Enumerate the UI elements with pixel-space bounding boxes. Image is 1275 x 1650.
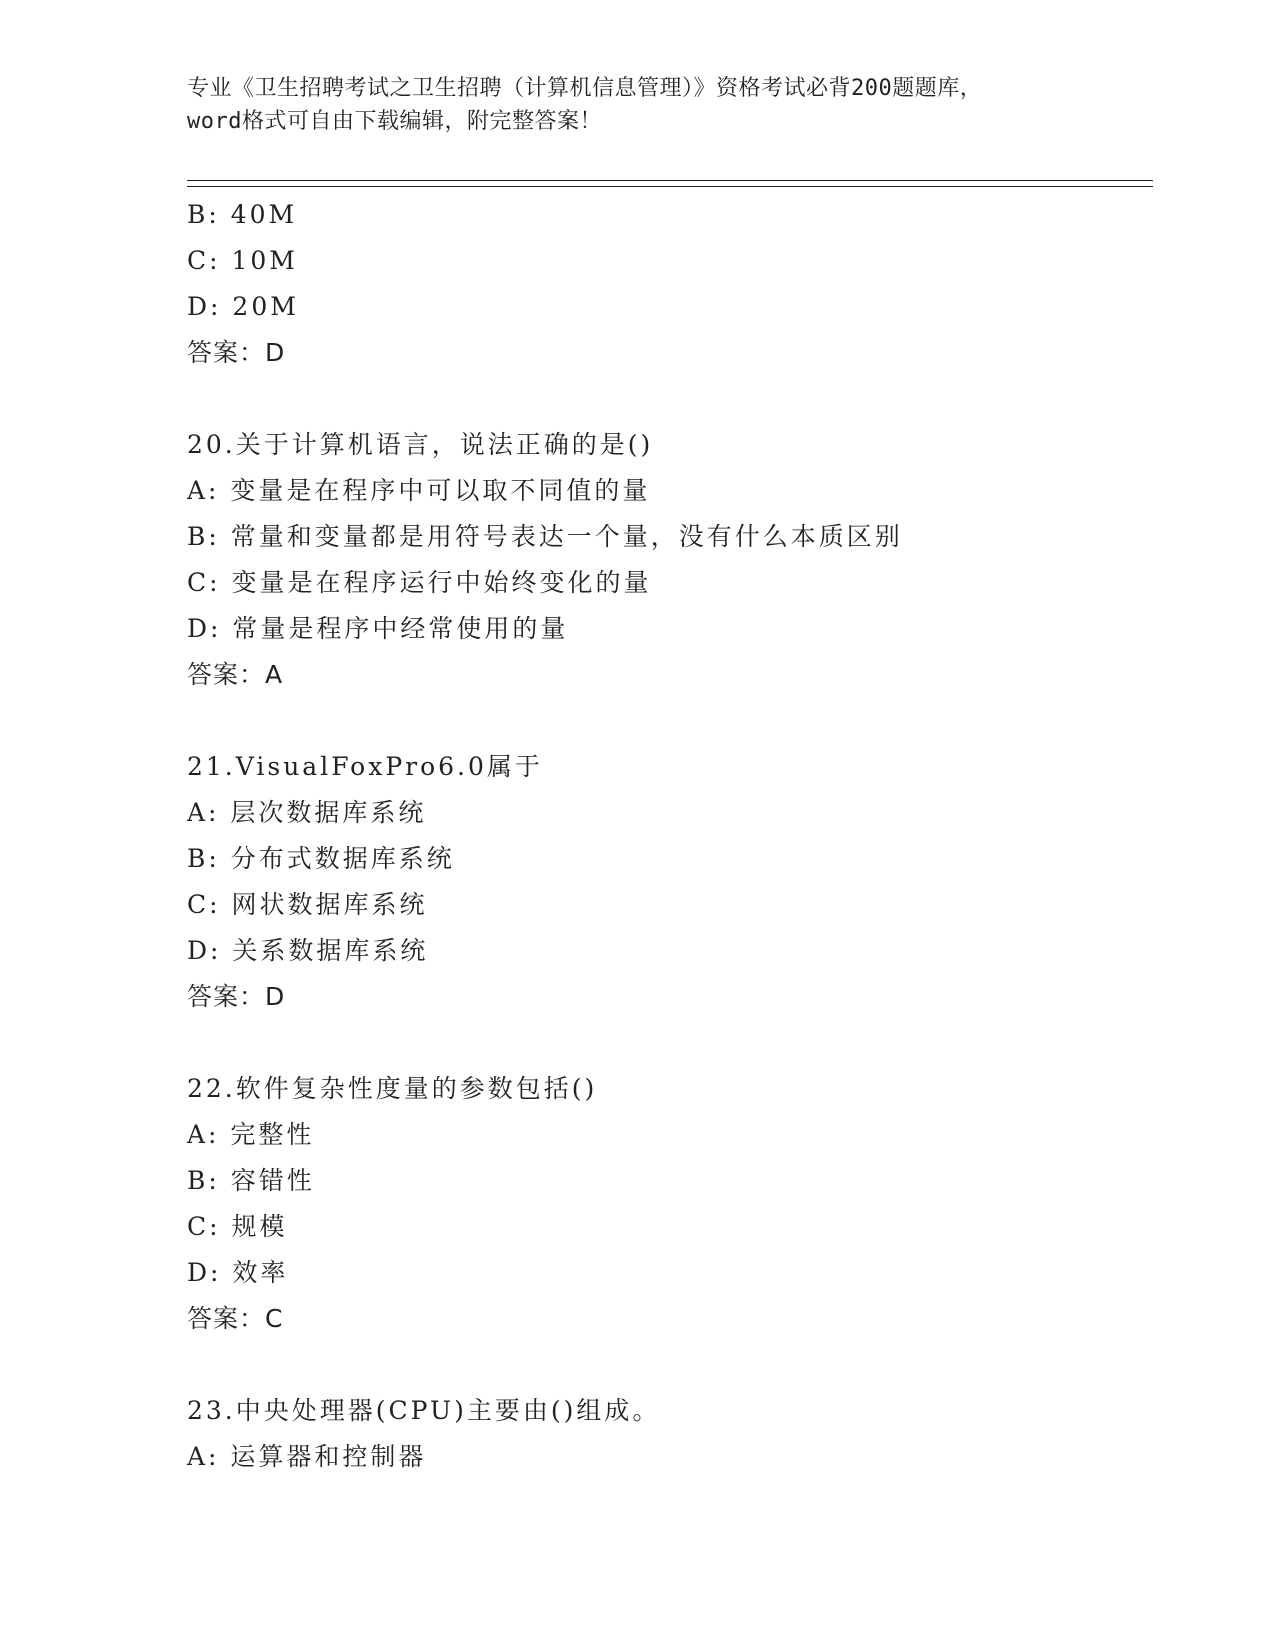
option-c: C: 规模: [187, 1212, 288, 1241]
option-d: D: 20M: [187, 292, 299, 321]
option-a: A: 变量是在程序中可以取不同值的量: [187, 476, 651, 505]
document-header: [187, 72, 1087, 138]
spacer: [187, 376, 1147, 422]
answer-line: 答案：C: [187, 1304, 284, 1333]
option-d: D: 关系数据库系统: [187, 936, 429, 965]
option-d: D: 常量是程序中经常使用的量: [187, 614, 569, 643]
option-c: C: 网状数据库系统: [187, 890, 428, 919]
header-line-1: 专业《卫生招聘考试之卫生招聘（计算机信息管理）》资格考试必背200题题库，: [187, 76, 983, 101]
answer-line: 答案：D: [187, 338, 286, 367]
question-stem: 23.中央处理器(CPU)主要由()组成。: [187, 1396, 661, 1425]
option-c: C: 变量是在程序运行中始终变化的量: [187, 568, 652, 597]
header-line-2: word格式可自由下载编辑，附完整答案！: [187, 109, 602, 134]
option-a: A: 完整性: [187, 1120, 315, 1149]
option-d: D: 效率: [187, 1258, 289, 1287]
option-b: B: 常量和变量都是用符号表达一个量，没有什么本质区别: [187, 522, 903, 551]
option-a: A: 层次数据库系统: [187, 798, 427, 827]
option-c: C: 10M: [187, 246, 298, 275]
question-stem: 21.VisualFoxPro6.0属于: [187, 752, 543, 781]
spacer: [187, 1342, 1147, 1388]
option-a: A: 运算器和控制器: [187, 1442, 427, 1471]
question-stem: 22.软件复杂性度量的参数包括(): [187, 1074, 598, 1103]
option-b: B: 40M: [187, 200, 298, 229]
question-list: [187, 192, 1147, 1480]
option-b: B: 分布式数据库系统: [187, 844, 455, 873]
question-stem: 20.关于计算机语言，说法正确的是(): [187, 430, 654, 459]
answer-line: 答案：D: [187, 982, 286, 1011]
answer-line: 答案：A: [187, 660, 284, 689]
spacer: [187, 698, 1147, 744]
header-divider: [187, 180, 1153, 187]
spacer: [187, 1020, 1147, 1066]
option-b: B: 容错性: [187, 1166, 315, 1195]
